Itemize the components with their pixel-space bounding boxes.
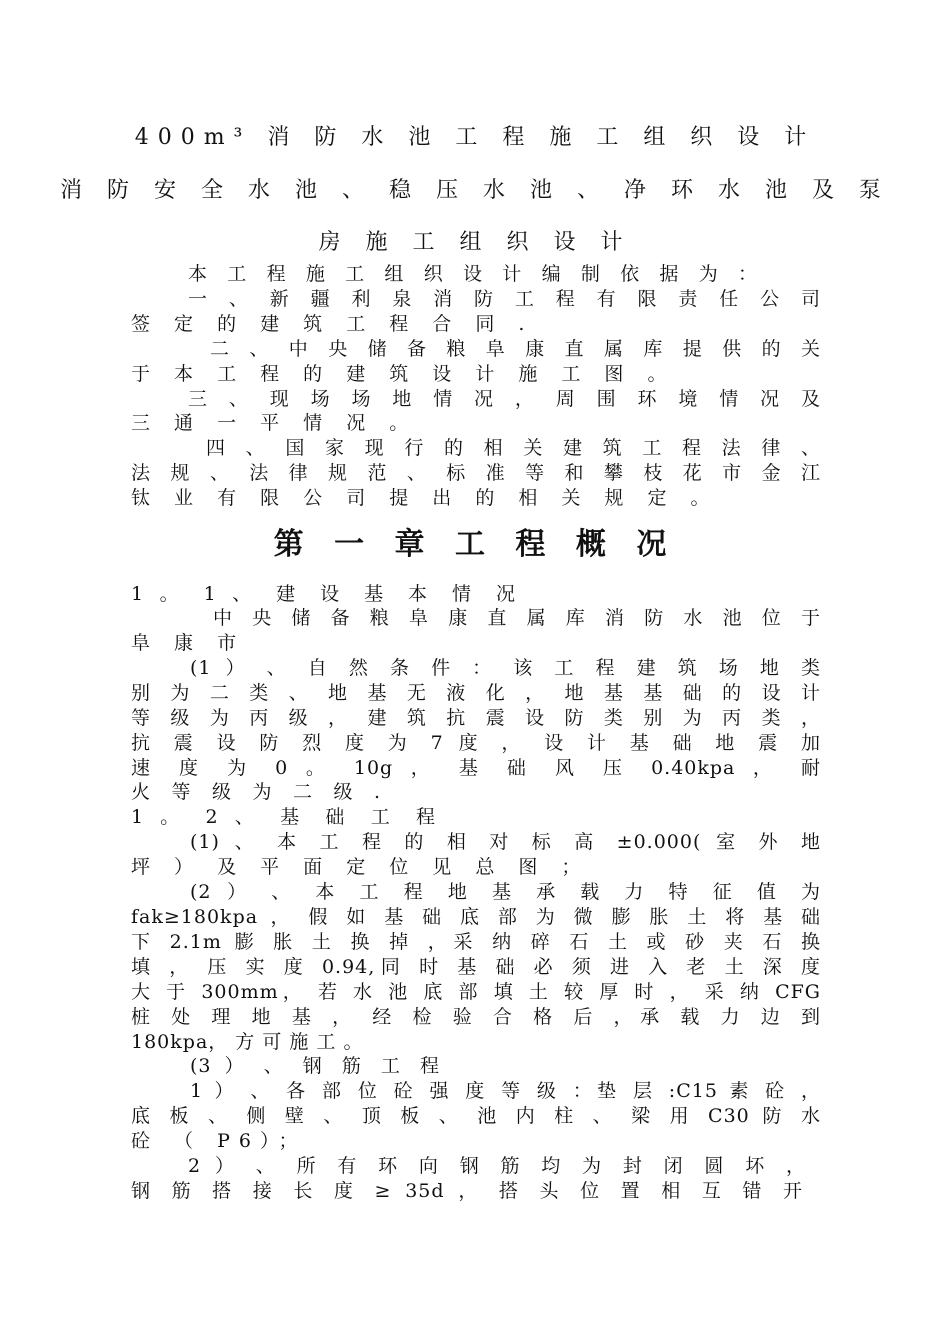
intro-line: 钛 业 有 限 公 司 提 出 的 相 关 规 定 。 <box>131 487 719 509</box>
body-line: 桩 处 理 地 基 ， 经 检 验 合 格 后 ，承 载 力 边 到 <box>131 1006 821 1028</box>
section-heading: (3 ） 、 钢 筋 工 程 <box>190 1055 440 1077</box>
intro-line: 一 、 新 疆 利 泉 消 防 工 程 有 限 责 任 公 司 <box>188 288 821 310</box>
intro-line: 法 规 、 法 律 规 范 、 标 准 等 和 攀 枝 花 市 金 江 <box>131 462 821 484</box>
body-line: 填 ， 压 实 度 0.94,同 时 基 础 必 须 进 入 老 土 深 度 <box>131 956 821 978</box>
body-line: 180kpa， 方 可 施 工 。 <box>131 1031 364 1053</box>
body-line: 1 ） 、 各 部 位 砼 强 度 等 级 ：垫 层 :C15 素 砼 ， <box>190 1080 821 1102</box>
chapter-heading: 第 一 章 工 程 概 况 <box>273 527 677 562</box>
body-line: 阜 康 市 <box>131 632 246 654</box>
body-line: 坪 ） 及 平 面 定 位 见 总 图 ； <box>131 856 590 878</box>
intro-line: 四 、 国 家 现 行 的 相 关 建 筑 工 程 法 律 、 <box>206 437 821 459</box>
body-line: 速 度 为 0 。 10g ， 基 础 风 压 0.40kpa ， 耐 <box>131 757 821 779</box>
intro-heading: 本 工 程 施 工 组 织 设 计 编 制 依 据 为 ： <box>188 263 758 285</box>
subtitle-line-1: 消 防 安 全 水 池 、 稳 压 水 池 、 净 环 水 池 及 泵 <box>60 178 890 203</box>
intro-line: 三 通 一 平 情 况 。 <box>131 412 418 434</box>
body-line: 中 央 储 备 粮 阜 康 直 属 库 消 防 水 池 位 于 <box>213 607 821 629</box>
body-line: 底 板 、 侧 壁 、 顶 板 、 池 内 柱 、 梁 用 C30 防 水 <box>131 1105 821 1127</box>
body-line: (1 ） 、 自 然 条 件 ： 该 工 程 建 筑 场 地 类 <box>190 657 821 679</box>
intro-line: 于 本 工 程 的 建 筑 设 计 施 工 图 。 <box>131 363 676 385</box>
body-line: 2 ） 、 所 有 环 向 钢 筋 均 为 封 闭 圆 坏 ， <box>188 1155 806 1177</box>
body-line: 抗 震 设 防 烈 度 为 7 度 ， 设 计 基 础 地 震 加 <box>131 732 821 754</box>
body-line: 砼 （ P6）； <box>131 1130 307 1152</box>
body-line: (2 ） 、 本 工 程 地 基 承 载 力 特 征 值 为 <box>190 881 821 903</box>
body-line: 别 为 二 类 、 地 基 无 液 化 ， 地 基 基 础 的 设 计 <box>131 682 821 704</box>
body-line: (1) 、 本 工 程 的 相 对 标 高 ±0.000( 室 外 地 <box>190 831 821 853</box>
body-line: 火 等 级 为 二 级 . <box>131 781 381 803</box>
intro-line: 三 、 现 场 场 地 情 况 ， 周 围 环 境 情 况 及 <box>188 388 821 410</box>
body-line: 钢 筋 搭 接 长 度 ≥ 35d ， 搭 头 位 置 相 互 错 开 <box>131 1180 803 1202</box>
main-title: 400m³ 消 防 水 池 工 程 施 工 组 织 设 计 <box>134 125 816 150</box>
subtitle-line-2: 房 施 工 组 织 设 计 <box>318 230 632 255</box>
section-heading: 1 。 2 、 基 础 工 程 <box>131 806 436 828</box>
body-line: 大 于 300mm， 若 水 池 底 部 填 土 较 厚 时 ， 采 纳 CFG <box>131 981 821 1003</box>
body-line: 下 2.1m 膨 胀 土 换 掉 ，采 纳 碎 石 土 或 砂 夹 石 换 <box>131 931 821 953</box>
section-heading: 1 。 1 、 建 设 基 本 情 况 <box>131 583 516 605</box>
body-line: 等 级 为 丙 级 ， 建 筑 抗 震 设 防 类 别 为 丙 类 ， <box>131 707 821 729</box>
body-line: fak≥180kpa ， 假 如 基 础 底 部 为 微 膨 胀 土 将 基 础 <box>131 906 821 928</box>
intro-line: 二 、 中 央 储 备 粮 阜 康 直 属 库 提 供 的 关 <box>210 338 821 360</box>
intro-line: 签 定 的 建 筑 工 程 合 同 . <box>131 313 534 335</box>
